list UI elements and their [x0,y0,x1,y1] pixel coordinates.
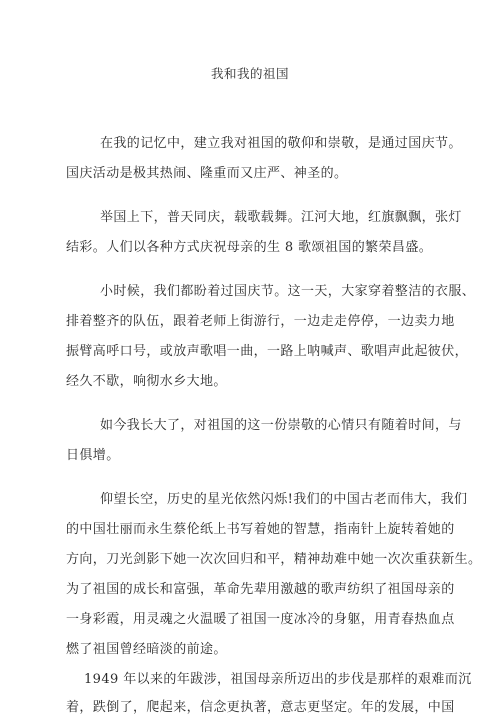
text-line: 方向，刀光剑影下她一次次回归和平，精神劫难中她一次次重获新生。 [66,552,482,567]
text-line: 仰望长空，历史的星光依然闪烁!我们的中国古老而伟大，我们 [100,492,468,507]
text-line: 经久不歇，响彻水乡大地。 [66,374,227,389]
text-line: 举国上下，普天同庆，载歌载舞。江河大地，红旗飘飘，张灯 [100,210,462,225]
document-title: 我和我的祖国 [210,66,289,81]
text-line: 结彩。人们以各种方式庆祝母亲的生 8 歌颂祖国的繁荣昌盛。 [66,240,433,255]
text-line: 日俱增。 [66,448,120,463]
text-line: 为了祖国的成长和富强，革命先辈用激越的歌声纺织了祖国母亲的 [66,582,455,597]
text-line: 着，跌倒了，爬起来，信念更执著，意志更坚定。年的发展，中国 [66,700,455,715]
text-line: 燃了祖国曾经暗淡的前途。 [66,642,227,657]
text-line: 排着整齐的队伍，跟着老师上街游行，一边走走停停，一边卖力地 [66,314,455,329]
text-line: 如今我长大了，对祖国的这一份崇敬的心情只有随着时间，与 [100,418,462,433]
text-line: 在我的记忆中，建立我对祖国的敬仰和崇敬，是通过国庆节。 [100,136,462,151]
text-line: 的中国壮丽而永生蔡伦纸上书写着她的智慧，指南针上旋转着她的 [66,522,455,537]
text-line: 小时候，我们都盼着过国庆节。这一天，大家穿着整洁的衣服、 [100,284,476,299]
text-line: 振臂高呼口号，或放声歌唱一曲，一路上呐喊声、歌唱声此起彼伏， [66,344,469,359]
text-line: 一身彩霞，用灵魂之火温暖了祖国一度冰冷的身躯，用青春热血点 [66,612,455,627]
text-line: 1949 年以来的年跋涉，祖国母亲所迈出的步伐是那样的艰难而沉 [84,672,472,687]
text-line: 国庆活动是极其热闹、隆重而又庄严、神圣的。 [66,166,348,181]
